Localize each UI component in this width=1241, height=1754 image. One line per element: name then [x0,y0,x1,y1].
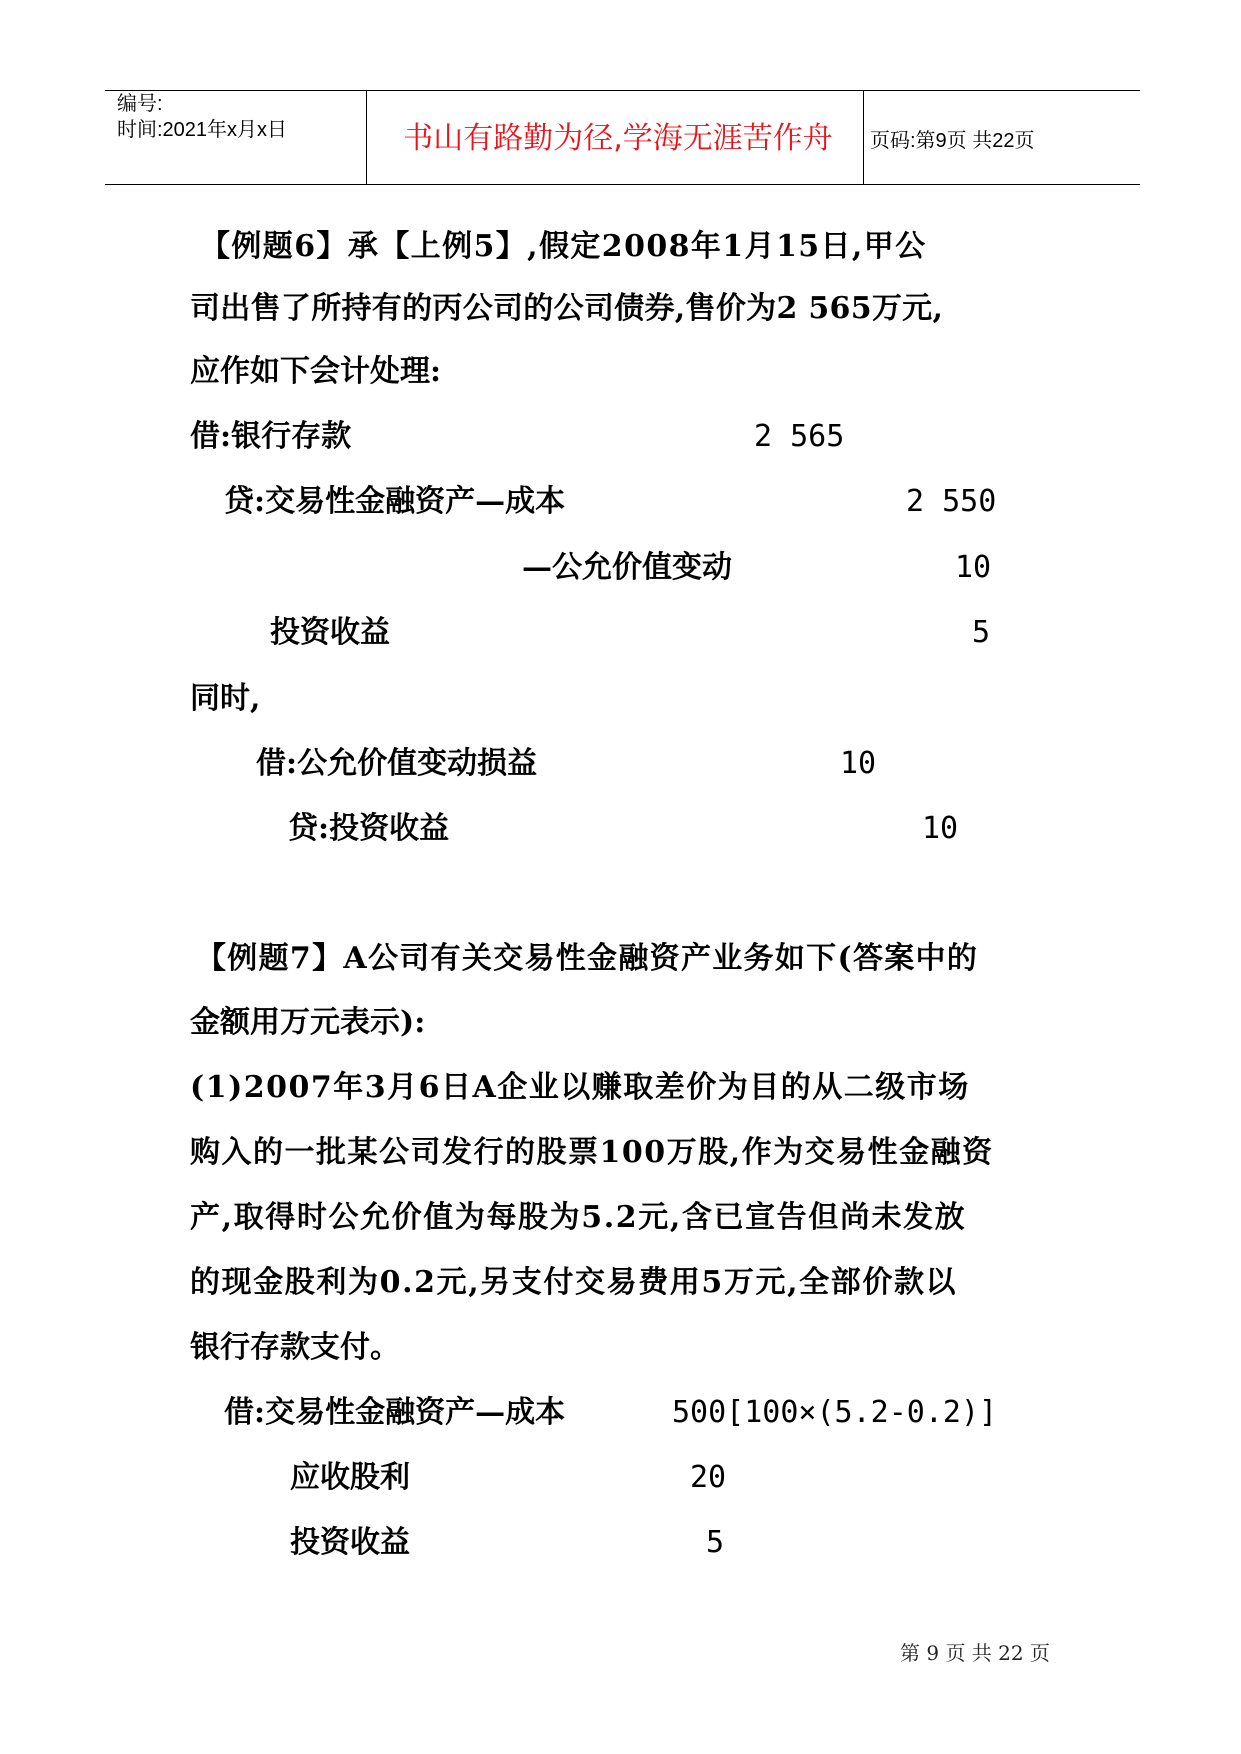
journal3-debit-account: 借:交易性金融资产—成本 [224,1395,566,1430]
footer-page-number: 第 9 页 共 22 页 [900,1641,1050,1665]
journal2-credit-amount: 10 [922,811,959,846]
journal2-debit-amount: 10 [840,746,877,781]
example7-line-2: 金额用万元表示): [190,1005,426,1040]
journal3-dividends-receivable-amount: 20 [690,1460,727,1495]
example7-line-4: 购入的一批某公司发行的股票100万股,作为交易性金融资 [190,1135,994,1170]
example7-line-6: 的现金股利为0.2元,另支付交易费用5万元,全部价款以 [190,1265,958,1300]
journal1-credit-account: 贷:交易性金融资产—成本 [224,484,566,519]
example7-line-3: (1)2007年3月6日A企业以赚取差价为目的从二级市场 [190,1070,970,1105]
journal2-credit-account: 贷:投资收益 [288,811,450,846]
example7-line-7: 银行存款支付。 [190,1330,400,1365]
journal3-investment-income: 投资收益 [290,1525,410,1560]
same-time-label: 同时, [190,681,261,716]
journal3-dividends-receivable: 应收股利 [290,1460,410,1495]
page-header [105,90,1140,185]
journal1-debit-account: 借:银行存款 [190,419,352,454]
header-motto: 书山有路勤为径,学海无涯苦作舟 [403,121,833,156]
example6-line-3: 应作如下会计处理: [190,354,442,389]
journal1-credit-subaccount-amount: 10 [955,550,992,585]
journal1-investment-income-amount: 5 [972,615,991,650]
example7-line-1: 【例题7】A公司有关交易性金融资产业务如下(答案中的 [196,941,979,976]
document-time-label: 时间:2021年x月x日 [117,119,288,141]
journal3-debit-amount: 500[100×(5.2-0.2)] [672,1395,998,1430]
journal2-debit-account: 借:公允价值变动损益 [256,746,538,781]
journal1-investment-income: 投资收益 [270,615,390,650]
header-divider [366,91,367,184]
journal1-credit-subaccount: —公允价值变动 [522,550,732,585]
journal3-investment-income-amount: 5 [706,1525,725,1560]
journal1-credit-amount: 2 550 [906,484,997,519]
journal1-debit-amount: 2 565 [754,419,845,454]
header-page-number: 页码:第9页 共22页 [870,130,1035,152]
example6-line-1: 【例题6】承【上例5】,假定2008年1月15日,甲公 [200,229,927,264]
header-divider [863,91,864,184]
document-number-label: 编号: [117,93,163,115]
example6-line-2: 司出售了所持有的丙公司的公司债券,售价为2 565万元, [190,291,944,326]
example7-line-5: 产,取得时公允价值为每股为5.2元,含已宣告但尚未发放 [190,1200,967,1235]
